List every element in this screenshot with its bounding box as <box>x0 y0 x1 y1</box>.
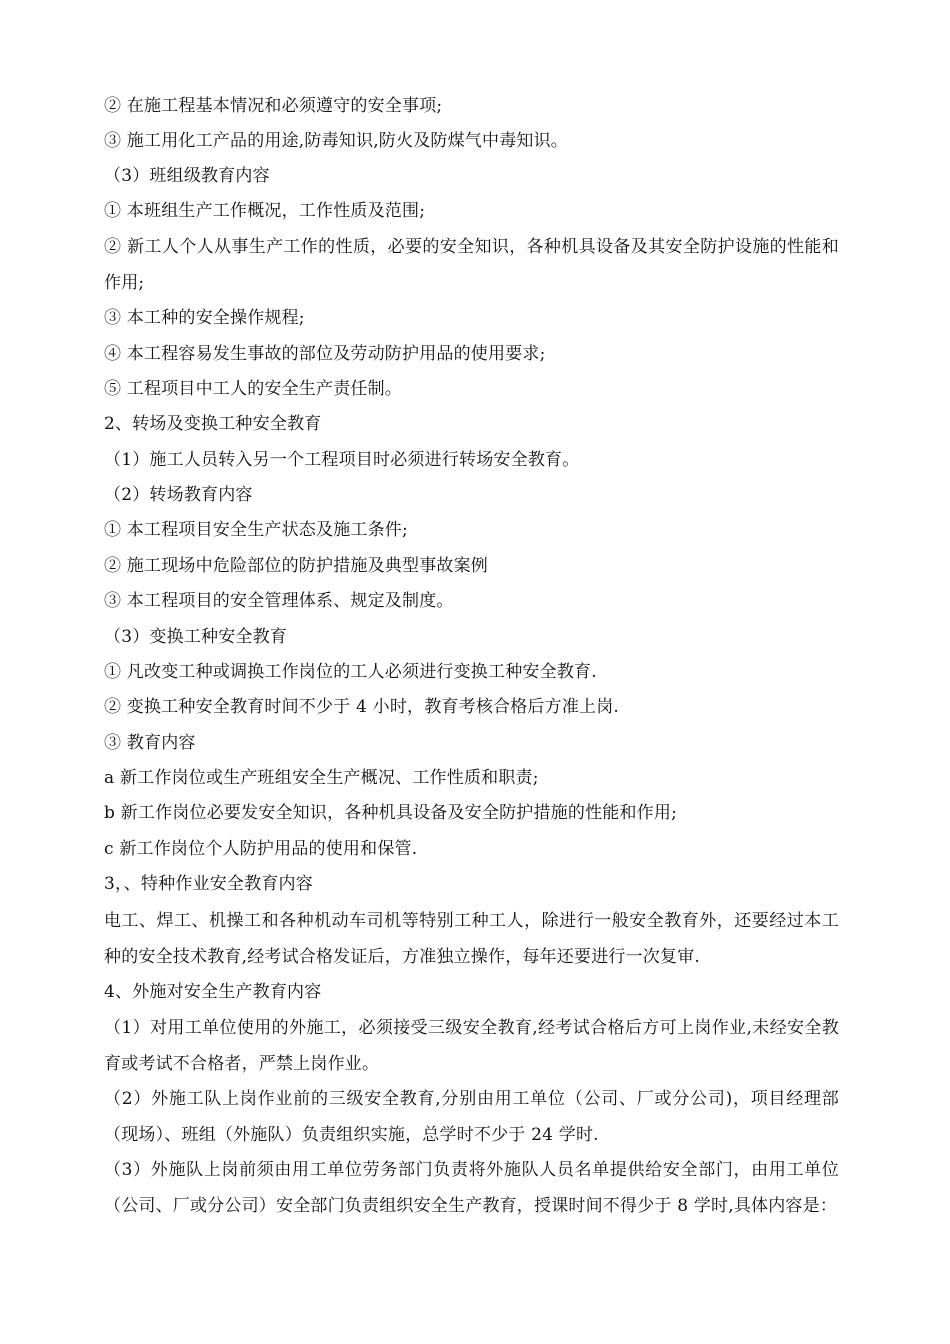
section-heading: （3）班组级教育内容 <box>104 166 270 186</box>
text-line: ① 本班组生产工作概况，工作性质及范围; <box>104 201 426 221</box>
text-line: ② 施工现场中危险部位的防护措施及典型事故案例 <box>104 556 489 576</box>
text-line: ④ 本工程容易发生事故的部位及劳动防护用品的使用要求; <box>104 344 546 364</box>
text-paragraph: （3）外施队上岗前须由用工单位劳务部门负责将外施队人员名单提供给安全部门，由用工单位（公司、厂或分公司）安全部门负责组织安全生产教育，授课时间不得少于 8 学时,具体内容是： <box>104 1160 839 1216</box>
section-heading: 2、转场及变换工种安全教育 <box>104 414 322 434</box>
text-paragraph: 电工、焊工、机操工和各种机动车司机等特别工种工人，除进行一般安全教育外，还要经过本工种的安全技术教育,经考试合格发证后，方准独立操作，每年还要进行一次复审. <box>104 911 839 967</box>
section-heading: 3，、特种作业安全教育内容 <box>104 874 313 894</box>
text-line: ③ 本工程项目的安全管理体系、规定及制度。 <box>104 591 454 611</box>
text-line: a 新工作岗位或生产班组安全生产概况、工作性质和职责; <box>104 768 539 788</box>
text-line: ① 本工程项目安全生产状态及施工条件; <box>104 520 408 540</box>
text-line: c 新工作岗位个人防护用品的使用和保管. <box>104 839 418 859</box>
text-line: ③ 施工用化工产品的用途,防毒知识,防火及防煤气中毒知识。 <box>104 131 569 151</box>
text-line: b 新工作岗位必要发安全知识，各种机具设备及安全防护措施的性能和作用; <box>104 803 678 823</box>
section-heading: （2）转场教育内容 <box>104 485 253 505</box>
text-line: ② 变换工种安全教育时间不少于 4 小时，教育考核合格后方准上岗. <box>104 697 620 717</box>
section-heading: 4、外施对安全生产教育内容 <box>104 982 322 1002</box>
text-paragraph: （2）外施工队上岗作业前的三级安全教育,分别由用工单位（公司、厂或分公司)，项目经理部（现场）、班组（外施队）负责组织实施，总学时不少于 24 学时. <box>104 1089 839 1145</box>
text-paragraph: ② 新工人个人从事生产工作的性质，必要的安全知识，各种机具设备及其安全防护设施的性能和作用; <box>104 237 839 293</box>
text-line: （1）施工人员转入另一个工程项目时必须进行转场安全教育。 <box>104 450 580 470</box>
text-line: ② 在施工程基本情况和必须遵守的安全事项; <box>104 96 443 116</box>
text-line: ③ 本工种的安全操作规程; <box>104 308 305 328</box>
text-line: ③ 教育内容 <box>104 733 196 753</box>
text-paragraph: （1）对用工单位使用的外施工，必须接受三级安全教育,经考试合格后方可上岗作业,未经安全教育或考试不合格者，严禁上岗作业。 <box>104 1018 839 1074</box>
text-line: ① 凡改变工种或调换工作岗位的工人必须进行变换工种安全教育. <box>104 662 597 682</box>
section-heading: （3）变换工种安全教育 <box>104 627 288 647</box>
text-line: ⑤ 工程项目中工人的安全生产责任制。 <box>104 379 403 399</box>
